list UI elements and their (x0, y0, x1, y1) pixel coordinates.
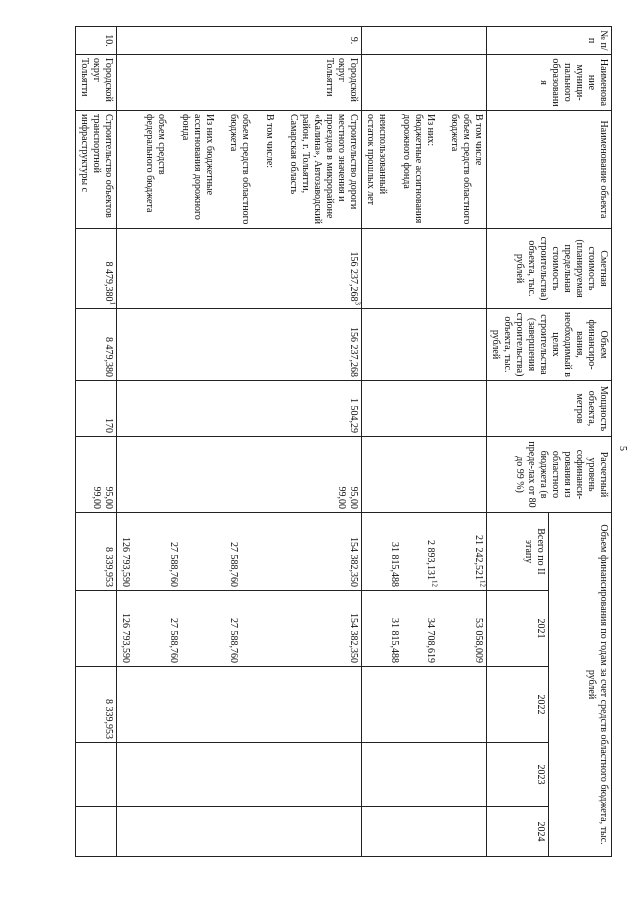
row-9-label-federal: объем средств федерального бюджета (144, 114, 167, 213)
row-10-estimate: 8 479,380 (103, 261, 114, 302)
budget-alloc-total: 2 893,131 (425, 540, 436, 580)
row-9-label-of-them: Из них бюджетные ассигнования дорожного фонда (180, 114, 215, 220)
row-9-total: 154 382,350 (348, 537, 359, 587)
row-9-label-incl: В том числе: (264, 114, 275, 169)
financing-table (75, 26, 612, 857)
row-9-capacity: 1 504,29 (117, 381, 362, 437)
page-number: 5 (617, 446, 628, 451)
row-9-level-a: 95,00 (348, 486, 359, 509)
header-year-2024: 2024 (487, 807, 550, 857)
label-of-them: Из них: (425, 114, 436, 147)
row-9-object: Строительство дороги местного значения и проездов в микрорайоне «Калина», Автозаводский район, г. Тольятти, Самарская область (288, 114, 359, 224)
header-year-2023: 2023 (487, 743, 550, 807)
header-estimate: Сметная стоимость (планируемая предельная стоимость строительства) объекта, тыс. рублей (487, 229, 612, 309)
row-9-num: 9. (117, 27, 362, 55)
regional-2021: 53 058,009 (473, 618, 484, 663)
row-9-federal-2021: 126 793,590 (120, 613, 131, 663)
row-9-2021: 154 382,350 (348, 613, 359, 663)
row-10-level-a: 95,00 (103, 486, 114, 509)
header-municipality: Наименование муници-пального образования (487, 55, 612, 111)
unused-total: 31 815,488 (389, 542, 400, 587)
header-year-2022: 2022 (487, 667, 550, 743)
label-regional: объем средств областного бюджета (449, 114, 472, 225)
row-10-object: Строительство объектов транспортной инфраструктуры с (76, 111, 117, 229)
label-incl: В том числе (473, 114, 484, 166)
row-10-capacity: 170 (76, 381, 117, 437)
row-9-regional-total: 27 588,760 (228, 542, 239, 587)
header-level: Расчетный уровень софинанси-рования из областного бюджета (в преде-лах от 80 до 99 %) (487, 437, 612, 513)
header-num: № п/п (487, 27, 612, 55)
label-budget-alloc: бюджетные ассигнования дорожного фонда (401, 114, 424, 224)
row-9-volume: 156 237,268 (117, 309, 362, 381)
header-object: Наименование объекта (487, 111, 612, 229)
row-10-volume: 8 479,380 (76, 309, 117, 381)
table-row: 9. Городской округ Тольятти Строительство дороги местного значения и проездов в микрорайоне «Калина», Автозаводский район, г. Тольятти, Самарская область В том числе: объем средств областного бюджета Из них бюджетные ассигнования дорожного фонда объем средств федерального бюджета 156 237,268$^3$ 156 237,268 1 504,29 95,00 99,00 154 382,350 27 588,760 27 588,760 126 793,590 154 382,350 27 588,760 27 588,760 126 793,590 (117, 27, 362, 857)
row-10-num: 10. (76, 27, 117, 55)
table-row: 10. Городской округ Тольятти Строительство объектов транспортной инфраструктуры с 8 479,380$^1$ 8 479,380 170 95,00 99,00 8 339,953 8 339,953 (76, 27, 117, 857)
table-row: В том числе объем средств областного бюджета Из них: бюджетные ассигнования дорожного фонда неиспользованный остаток прошлых лет 21 242,521$^{12}$ 2 893,131$^{12}$ 31 815,488 53 058,009 34 708,619 31 815,488 (362, 27, 487, 857)
row-9-alloc-2021: 27 588,760 (168, 618, 179, 663)
row-9-alloc-total: 27 588,760 (168, 542, 179, 587)
row-10-total: 8 339,953 (76, 513, 117, 591)
row-9-municipality: Городской округ Тольятти (117, 55, 362, 111)
header-financing: Объем финансирования по годам за счет средств областного бюджета, тыс. рублей (549, 513, 612, 857)
regional-total: 21 242,521 (473, 535, 484, 580)
budget-alloc-2021: 34 708,619 (425, 618, 436, 663)
row-9-label-regional: объем средств областного бюджета (228, 114, 251, 225)
unused-2021: 31 815,488 (389, 618, 400, 663)
header-volume: Объем финансиро-вания, необходимый в целях строительства (завершения строительства) объекта, тыс. рублей (487, 309, 612, 381)
header-row-1 (549, 27, 612, 857)
header-total: Всего по II этапу (487, 513, 550, 591)
header-year-2021: 2021 (487, 591, 550, 667)
row-9-regional-2021: 27 588,760 (228, 618, 239, 663)
row-9-level-b: 99,00 (336, 486, 347, 509)
header-capacity: Мощность объекта, метров (487, 381, 612, 437)
row-10-level-b: 99,00 (91, 486, 102, 509)
row-9-estimate: 156 237,268 (348, 251, 359, 302)
row-10-municipality: Городской округ Тольятти (76, 55, 117, 111)
row-9-federal-total: 126 793,590 (120, 537, 131, 587)
row-10-2022: 8 339,953 (76, 667, 117, 743)
label-unused: неиспользованный остаток прошлых лет (365, 114, 388, 206)
